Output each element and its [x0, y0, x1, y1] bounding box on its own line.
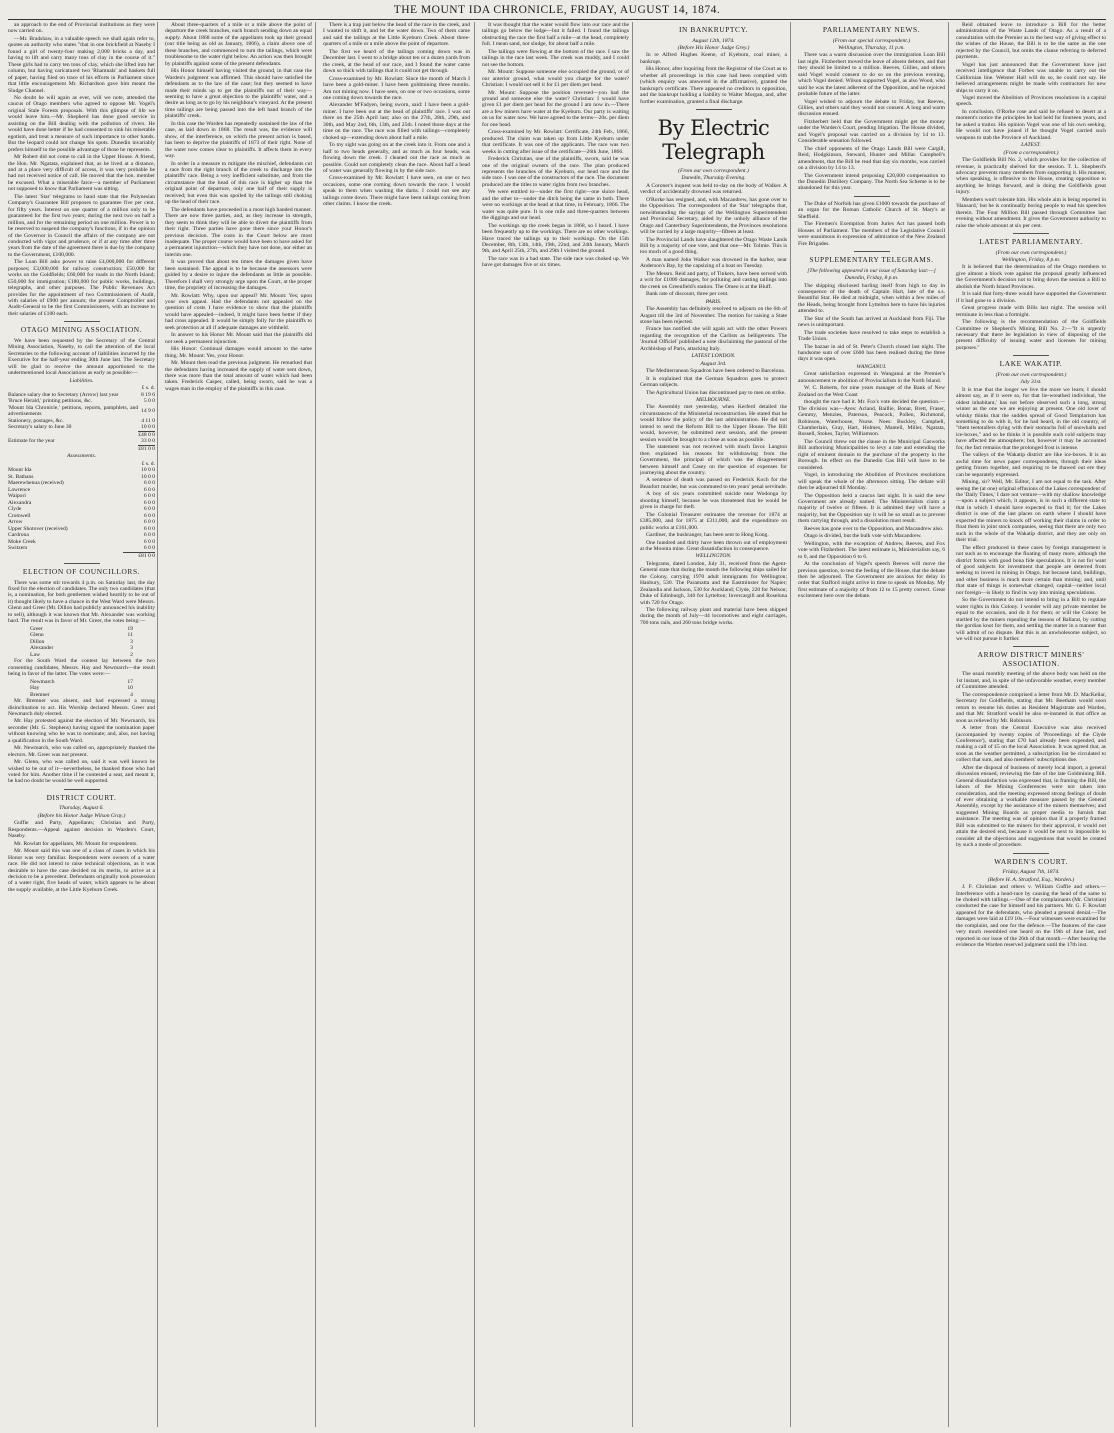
dateline: July 31st. [1020, 379, 1042, 386]
row-value: 6 0 0 [143, 499, 155, 506]
column-rule [315, 22, 316, 1427]
row-value: 14 9 0 [141, 407, 155, 414]
article-paragraph: Mr. Rowlatt: Why, upon our appeal? Mr. Mount: Yes; upon your own appeal. Had the defendants not appealed on the question of costs I have evidence to show that the plaintiffs would have appealed—indeed, it might have been better if they had cross appealed. It would be simply folly for the plaintiffs to seek protection at all if adequate damages are withheld. [165, 292, 312, 331]
article-paragraph: We have been requested by the Secretary of the Central Mining Association, Naseby, to call the attention of the local Secretaries to the following account of liabilities incurred by the Executive for the half-year ending 30th June last. The Secretary will be glad to receive the amount apportioned to the undermentioned local Associations as early as possible:— [8, 337, 155, 377]
vote-count: 3 [130, 645, 133, 652]
article-paragraph: an approach to the end of Provincial institutions as they were now carried on. [8, 22, 155, 35]
row-value: 6 0 0 [143, 538, 155, 545]
article-paragraph: The statement was not received with much favor. Langton then explained his reasons for withdrawing from the Government, the principal of which was the disagreement between himself and Casey on the question of expenses for journeying about the country. [640, 444, 787, 476]
column-4 [482, 22, 629, 1429]
article-paragraph: Bank rate of discount, three per cent. [646, 291, 729, 298]
section-heading: SUPPLEMENTARY TELEGRAMS. [809, 255, 934, 265]
article-paragraph: Reeves has gone over to the Opposition, and Macandrew also. [804, 525, 944, 532]
row-value: 6 0 0 [143, 493, 155, 500]
article-paragraph: The bazaar in aid of St. Peter's Church closed last night. The handsome sum of over £600 has been realised during the three days it was open. [798, 343, 945, 363]
article-paragraph: After the disposal of business of merely local import, a general discussion ensued, reviewing the fate of the late Goldmining Bill. General dissatisfaction was expressed that, in framing the Bill, the labors of the Mining Conferences were not taken into consideration, and the meeting expressed strong feelings of doubt of ever obtaining a workable measure passed by the General Assembly, except by the assistance of the miners themselves; and suggested Mining Boards as proper media to furnish that assistance. The meeting was of opinion that if a properly framed Bill was submitted to the miners for their approval, it would not attain the desired end, because it would be next to impossible to consider all the objections and suggestions that would be created by such a mode of procedure. [956, 764, 1106, 849]
column-3 [323, 22, 470, 1429]
currency-heading: £ s. d. [141, 460, 155, 467]
row-label: Mount Ida [8, 467, 32, 474]
row-label: Balance salary due to Secretary (Arrow) last year [8, 391, 119, 398]
table-row [8, 424, 155, 431]
subheading: WANGANUI. [856, 363, 887, 370]
section-heading: LATEST PARLIAMENTARY. [979, 237, 1083, 247]
vote-count: 10 [127, 685, 133, 692]
article-paragraph: O'Rorke has resigned, and, with Macandrew, has gone over to the Opposition. The correspondent of the 'Star' telegraphs that, notwithstanding the sayings of the Wellington Superintendent and Provincial Secretary, aided by the unholy alliance of the Otago and Canterbury Superintendents, the Provinces resolutions will be carried by a large majority—fifteen at least. [640, 196, 787, 236]
article-paragraph: About three-quarters of a mile or a mile above the point of departure the creek branches, each branch sending down an equal supply. About 1868 some of the appellants took up their ground (our title being as old as January, 1866), a claim above one of these branches, and commenced to turn the tailings, which were troublesome to the water right below. An action was then brought by plaintiffs against some of the present defendants. [165, 22, 312, 67]
row-label: Upper Shotover (received) [8, 525, 68, 532]
article-paragraph: Otago is divided, but the bulk vote with Macandrew. [804, 533, 922, 540]
article-paragraph: In re Alfred Hughes Keene, of Kyeburn, coal miner, a bankrupt. [640, 52, 787, 65]
article-paragraph: A sentence of death was passed on Frederick Koch for the Beaufort murder, but was commuted to ten years' penal servitude. [640, 477, 787, 490]
article-paragraph: The Colonial Treasurer estimates the revenue for 1874 at £385,000, and for 1875 at £311,000, and the expenditure on public works at £161,000. [640, 511, 787, 531]
article-paragraph: The Agricultural Union has discontinued pay to men on strike. [646, 389, 786, 396]
row-label: St. Bathans [8, 473, 34, 480]
section-heading: OTAGO MINING ASSOCIATION. [20, 325, 143, 335]
article-paragraph: Telegrams, dated London, July 31, received from the Agent-General state that during the month the following ships sailed for the Colony, carrying 1970 adult immigrants for Wellington; Hanbury, 530. The Paramatta and the Eastminster for Napier; Zealandia and Jackson, 530 for Auckland; Clyde, 220 for Nelson; Duke of Edinburgh, 340 for Lyttelton; Invercargill and Roseluna with 720 for Otago. [640, 560, 787, 606]
article-paragraph: Mr. Mount: Suppose the position reversed—you had the ground and someone else the water? Christian: I would have given £1 per diem per head for the ground I am now in.—There are a few miners have water at the Kyeburn. Our party is waiting on us for water now. We have agreed to the terms—20s. per diem for one head. [482, 89, 629, 128]
article-paragraph: It is true that the longer we live the more we learn; I should almost say, as if it were so, for that lie-wreathed individual, 'the oldest inhabitant,' has not before observed such a long, strong winter as the one we are enjoying at present. One old lover of whisky thinks that the sudden spread of Good Templarism has something to do with it, for he had heard, in the old country, of "them teetotallers dying with their stomachs full of snowballs and ice-boxes," and so he thinks it is possible such cold subjects may have affected the atmosphere; but, however it may be accounted for, the fact remains that the prolonged frost is intense. [956, 386, 1106, 451]
row-value: 6 0 0 [143, 512, 155, 519]
article-paragraph: The Firemen's Exemption from Juries Act has passed both Houses of Parliament. The members of the Legislative Council were unanimous in expression of admiration of the New Zealand Fire Brigades. [798, 221, 945, 247]
article-paragraph: In this case the Warden has repeatedly sustained the law of the case, as laid down in 1868. The result was, the evidence will show, of the interference, on which the present action is based, has been to deprive the plaintiffs of 1873 of their right. None of the water now comes clear to plaintiffs. It affects them in every way. [165, 120, 312, 160]
candidate-name: Hay [30, 685, 40, 692]
vote-count: 19 [127, 625, 133, 632]
article-paragraph: The Mediterranean Squadron have been ordered to Barcelona. [646, 368, 786, 375]
table-heading: Assessments. [66, 453, 97, 460]
subheading: PARIS. [705, 298, 722, 305]
section-rule [64, 563, 100, 564]
article-paragraph: In conclusion, O'Rorke rose and said he refused to desert at a moment's notice the principles he had held for fourteen years, and he asked a traitor. His opinion Vogel was one of his own seeking. He would not have joined if he thought Vogel carried such weapons to stab the Province of Auckland. [956, 108, 1106, 141]
article-paragraph: His Honor, after inquiring from the Registrar of the Court as to whether all proceedings in this case had been complied with (which enquiry was answered in the affirmative), granted the bankrupt's certificate. There appeared no creditors in opposition, and the bankrupt holding a liability to Walter Morgan, and, after further examination, granted a final discharge. [640, 66, 787, 105]
table-row [8, 405, 155, 418]
row-label: Alexandra [8, 499, 32, 506]
row-value: 6 0 0 [143, 480, 155, 487]
byline: (From a correspondent.) [1003, 149, 1059, 156]
row-value: 4 11 0 [141, 417, 155, 424]
article-paragraph: We were entitled to—under the first right—one sluice head, and the other to—under the ditch being the same in both. There were no workings at the head at that time, in February, 1866. The water was quite pure. It is one mile and three-quarters between the diggings and our head. [482, 189, 629, 222]
candidate-name: Bremner [30, 691, 50, 698]
column-rule [948, 22, 949, 1427]
table-row [8, 552, 155, 559]
section-heading: LAKE WAKATIP. [999, 359, 1063, 369]
row-label: Secretary's salary to June 30 [8, 424, 72, 431]
section-rule [696, 109, 732, 110]
article-paragraph: In order in a measure to mitigate the mischief, defendants cut a race from the right branch of the creek to discharge into the plaintiffs' race. Being a very inefficient substitute, and from the circumstance that the head of this race is higher up than the original point of departure, only one half of their supply is received; but even this was spoiled by the tailings still choking up the head of their race. [165, 160, 312, 206]
article-paragraph: To my sight was going on at the creek into it. From one and a half to two heads generally, and as much as four heads, was flowing down the creek. I cleaned out the race as much as possible. Could not completely clean the race. About half a head of water was generally flowing in by the side race. [323, 142, 470, 174]
article-paragraph: The Opposition held a caucus last night. It is said the new Government are already named. The Ministerialists claim a majority of twelve or fifteen. It is admitted they will have a majority, but the Opposition say it will be so small as to prevent them carrying through, and a dissolution must result. [798, 492, 945, 525]
court-presiding: (Before His Honor Judge Grey.) [677, 44, 750, 51]
article-paragraph: Members won't tolerate him. His whole aim is being reported in 'Hansard,' but he is continually boring people to read his speeches therein. The Four Million Bill passed through Committee last evening without amendment. It gives the Government authority to raise the whole amount at six per cent. [956, 196, 1106, 229]
subheading: LATEST LONDON. [691, 353, 736, 360]
dateline: Dunedin, Thursday Evening. [681, 175, 746, 182]
article-paragraph: The Duke of Norfolk has given £1000 towards the purchase of an organ for the Roman Catholic Church of St. Mary's at Sheffield. [798, 200, 945, 220]
row-label: Switzers [8, 545, 28, 552]
candidate-name: Newmarch [30, 678, 55, 685]
section-rule [64, 789, 100, 790]
article-paragraph: Cross-examined by Mr. Rowlatt: Certificate, 24th Feb., 1866, produced. The claim was taken up from Little Kyeburn under that certificate. It was one of the applicants. The race was two weeks in cutting after issue of the certificate—26th June, 1866. [482, 129, 629, 155]
article-paragraph: The Assembly met yesterday, when Kerferd detailed the circumstances of the Ministerial reconstruction. He stated that he would follow the policy of the last administration. He did not intend to send the Reform Bill to the Upper House. The Bill would, however, be submitted next session, and the present session would be brought to a close as soon as possible. [640, 404, 787, 443]
article-paragraph: J. F. Christian and others v. William Guffie and others.—Interference with a head-race by causing the head of the same to be choked with tailings.—One of the complainants (Mr. Christian) conducted the case for himself and his partners. Mr. G. F. Rowlatt appeared for the defendants, who pleaded a general denial.—The damages were laid at £19 10s.—Four witnesses were examined for the complaint, and one for the defence.—The features of the case very much resembled one heard on the 19th of June last, and reported in our issue of the 26th of that month.—After hearing the evidence the Warden reserved judgment until the 17th inst. [956, 884, 1106, 949]
candidate-name: Glenn [30, 632, 44, 639]
article-paragraph: Reid obtained leave to introduce a Bill for the better administration of the Waste Lands of Otago. As a result of a consultation with the Premier as to the best way of giving effect to the wishes of the House, the Bill is to be the same as the one rejected by the Council, but omits the clause referring to deferred payments. [956, 22, 1106, 61]
section-heading: IN BANKRUPTCY. [678, 25, 749, 34]
article-paragraph: There is a trap just below the head of the race in the creek, and I wanted to shift it, and let the water down. Two of them came and said the tailings at the Little Kyeburn Creek. About three-quarters of a mile or a mile above the point of departure. [323, 22, 470, 48]
row-value: 6 0 0 [143, 532, 155, 539]
row-value: 33 0 0 [141, 438, 155, 445]
row-value: 10 0 0 [141, 424, 155, 431]
vote-count: 4 [130, 691, 133, 698]
article-paragraph: The Loan Bill asks power to raise £4,000,000 for different purposes; £3,000,000 for railway construction; £50,000 for works on the Goldfields; £60,000 for roads in the North Island; £50,000 for immigration; £180,000 for public works, buildings, telegraphs, and other purposes. The Public Revenues Act provides for the appointment of two Commissioners of Audit, with salaries of £900 per annum; the present Comptroller and Audit-General to be the first Commissioners, with an increase to their salaries of £100 each. [8, 259, 155, 317]
article-paragraph: Mr. Hay protested against the election of Mr. Newmarch, his seconder (Mr. G. Stephens) having signed the nomination paper without knowing who he was to nominate; and, also, not having a qualification in the South Ward. [8, 718, 155, 744]
row-label: Moke Creek [8, 538, 36, 545]
article-paragraph: Cross-examined by Mr. Rowlatt: I have seen, on one or two occasions, some one coming down towards the race. I would speak to them when washing the dams. I could not see any tailings come down. There might have been tailings coming from other claims. I know the creek. [323, 175, 470, 208]
dateline: Dunedin, Friday, 8 p.m. [844, 275, 899, 282]
table-row [8, 438, 155, 445]
row-label: Stationery, postages, &c. [8, 417, 64, 424]
byline: (From our own correspondent.) [678, 168, 749, 175]
article-paragraph: Vogel moved the Abolition of Provinces resolutions in a capital speech. [956, 94, 1106, 108]
table-row [8, 545, 155, 552]
article-paragraph: His Honor: Continual damages would amount to the same thing. Mr. Mount: Yes, your Honor. [165, 346, 312, 359]
row-value: 8 19 6 [141, 391, 155, 398]
article-paragraph: There was some stir towards 4 p.m. on Saturday last, the day fixed for the election of candidates. The only two candidates (that is, a nomination, for both gentlemen wished heartily to be out of it) thought likely to have a chance in the West Ward were Messrs. Glenn and Greer (Mr. Dillon had publicly announced his inability to sell), although it was known that Mr. Alexander was working hard. The result was in favor of Mr. Greer, the votes being:— [8, 579, 155, 625]
article-paragraph: Mr. Mount: Suppose someone else occupied the ground, or of our anterior ground, what would you charge for the water? Christian: I would not sell it for £1 per diem per head. [482, 69, 629, 89]
candidate-name: Alexander [30, 645, 54, 652]
article-paragraph: The Council threw out the clause in the Municipal Gasworks Bill authorising Municipalities to levy a rate and extending the right of eminent domain to the purchase of the property in the Borough. Its effect on the Dunedin Gas Bill will have to be considered. [798, 438, 945, 471]
column-6 [798, 22, 945, 1429]
article-paragraph: The defendants have proceeded in a most high handed manner. There are now three parties, and, as they increase in strength, they seem to think they will be able to divert the plaintiffs from their right. Three parties have gone there since your Honor's previous decision. The costs in the Court below are most inadequate. The proper course would have been to have asked for a permanent injunction—which they have not done, nor either an interim one. [165, 206, 312, 258]
section-heading: ARROW DISTRICT MINERS' ASSOCIATION. [977, 650, 1085, 668]
dateline: August 3rd. [700, 360, 727, 367]
assessments-table [8, 461, 155, 560]
court-presiding: (Before H. A. Stratford, Esq., Warden.) [987, 876, 1075, 883]
row-value: 6 0 0 [143, 506, 155, 513]
article-paragraph: thought the race had it. Mr. Fox's vote decided the question.—The division was—Ayes: Acland, Baillie, Bonar, Brett, Fraser, Gemmy, Menzies, Paterson, Peacock, Pollen, Richmond, Robinson, Waterhouse, Nurse. Noes: Buckley, Campbell, Chamberlain, Gray, Hart, Holmes, Mantell, Miller, Ngatata, Russell, Stokes, Taylor, Williamson. [798, 399, 945, 438]
article-paragraph: The usual monthly meeting of the above body was held on the 1st instant, and, in spite of the unfavorable weather, every member of Committee attended. [956, 671, 1106, 691]
article-paragraph: —Mr. Bradshaw, in a valuable speech we shall again refer to, quotes an authority who states "that in one brickfield at Naseby I found a girl of twenty-four making 2,000 bricks a day, and having to lift and carry many tons of clay in the course of it." These girls had to carry ten tons of clay, which she lifted into her column, but having caricatured two 'Rhamnals' and baskets full of paper, having filed on trace of his efforts in Parliament since that little encouragement Mr. Richardson gave him meant the Sludge Channel. [8, 35, 155, 94]
south-ward-votes [30, 679, 133, 699]
masthead: THE MOUNT IDA CHRONICLE, FRIDAY, AUGUST 14, 1874. [393, 4, 721, 16]
article-paragraph: A Coroner's inquest was held to-day on the body of Walker. A verdict of accidentally drowned was returned. [640, 182, 787, 196]
article-paragraph: Frederick Christian, one of the plaintiffs, sworn, said he was one of the original owners of the race. The plan produced represents the branches of the Kyeburn, our head race and the side race. I was one of the constructors of the race. The document produced are the titles to water rights from two branches. [482, 156, 629, 188]
article-paragraph: Vogel has just announced that the Government have just received intelligence that Forbes was unable to carry out the Californian line. Webster Hall will do so, he could not say. He believed arrangements might be made with contractors for new ships to carry it on. [956, 61, 1106, 94]
article-paragraph: It is explained that the German Squadron goes to protect German subjects. [640, 375, 787, 389]
dateline: Wellington, Thursday, 11 p.m. [838, 44, 905, 51]
candidate-name: Dillon [30, 638, 45, 645]
article-paragraph: The latest 'Star' telegrams to hand state that the Polynesian Company's Guarantee Bill proposes to guarantee five per cent. for fifty years. Interest on one quarter of a million only to be guaranteed for the first two years; during the next two on half a million, and for the remaining period on one million. Power is to be reserved to suspend the company's functions, if in the opinion of the Governor in Council the affairs of the company are not conducted with vigor and prudence, or if at any time after three years from the date of the agreement there is due by the company to the Government, £100,000. [8, 193, 155, 258]
section-rule [1013, 233, 1049, 234]
article-paragraph: The Messrs. Reid and party, of Tinkers, have been served with a writ for £1000 damages, for polluting and casting tailings into the creek on Greenfield's station. The Omeo is at the Bluff. [640, 270, 787, 290]
court-presiding: (Before his Honor Judge Wilson Gray.) [37, 812, 126, 819]
column-2 [165, 22, 312, 1429]
row-value: 5 0 0 [143, 398, 155, 405]
row-label: 'Mount Ida Chronicle,' petitions, reports, pamphlets, and advertisements [8, 404, 139, 418]
row-label: 'Bruce Herald,' printing petitions, &c. [8, 398, 93, 405]
section-rule [1013, 646, 1049, 647]
article-paragraph: The first we heard of the tailings coming down was in December last. I went to a bridge about ten or a dozen yards from the creek, at the head of our race, and I found the water came down so thick with tailings that it could not get through. [323, 48, 470, 75]
article-paragraph: Mr. Rowlatt for appellants, Mr. Mount for respondents. [14, 840, 138, 847]
row-label: Cromwell [8, 512, 31, 519]
article-paragraph: There was a warm discussion over the immigration Loan Bill last night. Fitzherbert moved the leave of absent debtors, and that they should be limited to a million. Reeves, Gillies, and others said Vogel would consent to do so on the previous evening, which Vogel denied. Wilson supported Vogel, as also Wood, who said he was the latest adherent of the Opposition, and he rejoiced probable future of the latter. [798, 52, 945, 98]
editor-note: [The following appeared in our issue of Saturday last:—] [807, 267, 936, 274]
article-paragraph: The race was in a bad state. The side race was choked up. We have got damages five or six times. [482, 255, 629, 269]
table-heading: Liabilities. [69, 377, 94, 384]
article-paragraph: Fitzherbert held that the Government might get the money under the Warden's Court, pending litigation. The House divided, and Vogel's proposal was carried on a division by 14 to 13. Considerable sensation followed. [798, 118, 945, 145]
total: £81 0 0 [138, 445, 155, 452]
candidate-name: Law [30, 651, 40, 658]
article-paragraph: The following railway plant and material have been shipped during the month of July—44 locomotives and eight carriages, 700 tons rails, and 260 tons bridge works. [640, 607, 787, 626]
article-paragraph: At the conclusion of Vogel's speech Reeves will move the previous question, to test the feeling of the House, that the debate then be adjourned. The Government are anxious for delay in order that Stafford might arrive in time to speak on Monday. My first estimate of a majority of from 12 to 15 pretty correct. Great excitement here over the debate. [798, 561, 945, 600]
article-paragraph: Guffie and Party, Appellants; Christian and Party, Respondents.—Appeal against decision in Warden's Court, Naseby. [8, 820, 155, 840]
article-paragraph: The Assembly has definitely resolved to adjourn on the 6th of August till the 3rd of November. The motion for raising a State stone has been rejected. [640, 306, 787, 325]
article-paragraph: Alexander M'Fadyen, being sworn, said: I have been a gold-miner. I have been out at the head of plaintiffs' race. I was out there on the 25th April last; also on the 27th, 28th, 29th, and 30th, and May 2nd, 6th, 13th, and 25th. I noted those days at the time on the race. The race was filled with tailings—completely choked up—extending down about half a mile. [323, 102, 470, 141]
row-label: Waipori [8, 493, 26, 500]
article-paragraph: Vogel, in introducing the Abolition of Provinces resolutions will speak the whole of the afternoon sitting. The debate will then be adjourned till Monday. [798, 472, 945, 492]
dateline: Friday, August 7th, 1874. [1002, 869, 1060, 876]
row-value: 6 0 0 [143, 545, 155, 552]
article-paragraph: It is said that forty-three would have supported the Government if it had gone to a division. [956, 291, 1106, 304]
dateline: Wellington, Friday, 8 p.m. [1001, 257, 1061, 263]
article-paragraph: It was thought that the water would flow into our race and the tailings go below the lodge—but it failed. I found the tailings obstructing the race the first half a mile—at the head, completely full. I mean sand, not sludge, for about half a mile. [482, 22, 629, 48]
row-value: 6 0 0 [143, 525, 155, 532]
column-rule [632, 22, 633, 1427]
article-paragraph: Great satisfaction expressed in Wanganui at the Premier's announcement re abolition of Provincialism in the North Island. [798, 371, 945, 384]
section-rule [1013, 853, 1049, 854]
section-rule [1013, 355, 1049, 356]
article-paragraph: The valleys of the Wakatip district are like ice-boxes. It is an awful time for news paper correspondents, through their ideas getting frozen together, and requiring to be thawed out ere they can be separately expressed. [956, 452, 1106, 478]
article-paragraph: The workings up the creek began in 1868, so I heard. I have been frequently up to the workings. There are no other workings. Have traced the tailings up to their workings. On the 15th December, 8th, 13th, 14th, 19th, 22nd, and 24th January, March 9th, and April 25th, 27th, and 29th I visited the ground. [482, 222, 629, 255]
row-label: Maerewhenua (received) [8, 480, 64, 487]
column-rule [474, 22, 475, 1427]
table-row [8, 431, 155, 438]
article-paragraph: For the South Ward the contest lay between the two consenting candidates, Messrs. Hay and Newmarch—the result being in favor of the latter. The votes were:— [8, 658, 155, 678]
west-ward-votes [30, 626, 133, 659]
article-paragraph: A man named John Walker was drowned in the harbor, near Anderson's Bay, by the capsizing of a boat on Tuesday. [640, 256, 787, 270]
article-paragraph: Cross-examined by Mr. Rowlatt: Since the month of March I have been a gold-miner. I have been goldmining three months. Am not mining now. I have seen, on one or two occasions, some one coming down towards the race. [323, 75, 470, 101]
vote-count: 3 [130, 638, 133, 645]
article-paragraph: The Government intend proposing £20,000 compensation to the Dunedin Distillery Company. The North Sea Scheme is to be abandoned for this year. [798, 172, 945, 192]
column-rule [157, 22, 158, 1427]
byline: (From our special correspondent.) [832, 37, 911, 44]
article-paragraph: The shipping disclosed hurling itself from high to day in consequence of the death of Captain Hart, late of the s.s. Beautiful Star. He died at midnight, when within a few miles of the Heads, being brought from Lyttelton here to have his injuries attended to. [798, 282, 945, 315]
byline: (From our own correspondent.) [995, 371, 1067, 378]
article-paragraph: The Goldfields Bill No. 2, which provides for the collection of revenue, is practically shelved for the session. T. L. Shepherd's advocacy prevents many members from supporting it. His manner, when speaking, is offensive to the House, creating opposition to anything he brings forward, and is doing the Goldfields great injury. [956, 157, 1106, 196]
section-heading: WARDEN'S COURT. [994, 856, 1068, 866]
section-heading: PARLIAMENTARY NEWS. [822, 25, 921, 34]
vote-count: 17 [127, 678, 133, 685]
subheading: LATEST. [1021, 142, 1041, 149]
article-paragraph: France has notified she will again act with the other Powers regarding the recognition of the Carlists as belligerents. The 'Journal Officiel' published a note disclaiming the pastoral of the Archbishop of Paris, attacking Italy. [640, 326, 787, 352]
dateline: August 12th, 1874. [692, 37, 735, 44]
row-label: Clyde [8, 506, 22, 513]
section-rule [854, 196, 890, 197]
column-rule [790, 22, 791, 1427]
article-paragraph: The following is the recommendation of the Goldfields Committee re Shepherd's Mining Bill No. 2:—"It is urgently necessary that there be legislation in view of disposing of the present difficulty of issuing water and licenses for mining purposes." [956, 319, 1106, 351]
article-paragraph: Mr. Newmarch, who was called on, appropriately thanked the electors. Mr. Greer was not present. [8, 745, 155, 758]
article-paragraph: The trade societies have resolved to take steps to establish a Trade Union. [798, 329, 945, 343]
candidate-name: Greer [30, 625, 43, 632]
article-paragraph: No doubt he will again as ever, will we note, attended the caucus of Otago members who agreed to oppose Mr. Vogel's original Stale Forests proposals. With this glimpse of life we would leave him.—Mr. Shepherd has done good service in assisting on the Bill dealing with the pollution of rivers. He would have done better if he had consented to sink his miserable egotism, and treat a measure of such importance to other hands. But the leopard could not change his spots. Dunedin invariably prefers himself to the possible advantage of those he represents. [8, 94, 155, 153]
dateline: Thursday, August 6. [59, 805, 104, 812]
article-paragraph: In answer to his Honor Mr. Mount said that the plaintiffs did not seek a permanent injunction. [165, 332, 312, 345]
row-value: 10 0 0 [141, 473, 155, 480]
section-rule [64, 321, 100, 322]
article-paragraph: W. C. Roberts, for nine years manager of the Bank of New Zealand on the West Coast [798, 385, 945, 398]
row-label: Estimate for the year [8, 438, 55, 445]
article-paragraph: It is believed that the determination of the Otago members to give almost a block vote against the proposal greatly influenced the Government's decision not to bring down the session a Bill to abolish the North Island Provinces. [956, 264, 1106, 290]
article-paragraph: Vogel wished to adjourn the debate to Friday, but Reeves, Gillies, and others said they would not consent. A long and warm discussion ensued. [798, 98, 945, 118]
article-paragraph: Gardiner, the bushranger, has been sent to Hong Kong. [646, 532, 769, 539]
total: £81 0 0 [123, 552, 155, 559]
table-row [8, 445, 155, 452]
article-paragraph: The chief opponents of the Otago Lands Bill were Cargill, Reid, Hodgkinson, Steward, Hunter and Millar. Campbell's amendment, that the Bill be read that day six months, was carried on a division by 14 to 13. [798, 145, 945, 172]
byline: (From our own correspondent.) [995, 249, 1067, 256]
row-label: Lawrence [8, 486, 31, 493]
subtotal: £48 0 0 [138, 431, 155, 438]
article-paragraph: One hundred and thirty have been thrown out of employment at the Moonta mine. Great dissatisfaction in consequence. [640, 539, 787, 552]
article-paragraph: Mining, sir? Well, Mr. Editor, I am not equal to the task. After seeing the (at one) original effusions of the Lakes correspondent of the 'Daily Times,' I dare not venture—with my shallow knowledge—upon a subject which, it appears, is in such a different state to that in which I should have expected to find it; for the Lakes district is one of the last places on earth where I should have expected the miners to knock off working their claims in order to float them in joint stock companies, seeing that there are only two such in the whole of the Wakatip district, and they are only on their trial. [956, 479, 1106, 544]
article-paragraph: Mr. Bremner was absent, and had expressed a strong disinclination to act. His Worship declared Messrs. Greer and Newmarch duly elected. [8, 698, 155, 717]
article-paragraph: Great progress made with Bills last night. The session will terminate in less than a fortnight. [956, 305, 1106, 318]
currency-heading: £ s. d. [141, 385, 155, 392]
article-paragraph: A letter from the Central Executive was also received (accompanied by twenty copies of 'Proceedings of the Clyde Conference'), stating that £70 had already been expended, and making a call of £5 on the local Association. It was agreed that, as soon as the weather permitted, a subscription list be circulated to collect that sum, and also members' subscriptions due. [956, 725, 1106, 764]
row-label: Arrow [8, 519, 23, 526]
article-paragraph: Mr. Glenn, who was called on, said it was well known he wished to be out of it—nevertheless, he thanked those who had voted for him. Another time if he contested a seat, and meant it, he had no doubt he would be well supported. [8, 759, 155, 785]
article-paragraph: His Honor himself having visited the ground, in that case the Warden's judgment was affirmed. This should have satisfied the defendants as to the law of the case; but they seemed to have made their minds up to get the plaintiffs out of their way—seeming to have a great objection to the plaintiffs' water, and a desire as long as to go by his neighbour's vineyard. At the present time tailings are being passed into the left hand branch of the plaintiffs' creek. [165, 68, 312, 120]
row-value: 6 0 0 [143, 486, 155, 493]
column-1 [8, 22, 155, 1429]
vote-count: 2 [130, 651, 133, 658]
section-rule [854, 251, 890, 252]
article-paragraph: So the Government do not intend to bring in a Bill to regulate water rights in this Colony. I wonder will any private member be equal to the occasion, and do it for them; or will the Colony be startled by the miners repealing the lessons of Ballarat, by cutting the gordian knot for them, and settling the matter in a manner that will admit of no dispute. But this is an unwholesome subject, so we will not pursue it further. [956, 597, 1106, 642]
row-value: 10 0 0 [141, 467, 155, 474]
subheading: MELBOURNE. [696, 396, 731, 403]
subheading: WELLINGTON. [695, 553, 732, 560]
article-paragraph: A boy of six years committed suicide near Wodonga by shooting himself, because he was threatened that he would be given in charge for theft. [640, 491, 787, 511]
article-paragraph: The tailings were flowing at the bottom of the race. I saw the tailings in the race last week. The creek was muddy, and I could not see the bottom. [482, 48, 629, 68]
article-paragraph: The Provincial Lands have slaughtered the Otago Waste Lands Bill by a majority of one vote, and that one—Mr. Tolmie. This is too much of a good thing. [640, 236, 787, 256]
row-label: Cardrona [8, 532, 29, 539]
article-paragraph: The effect produced in these cases by foreign management is not such as to encourage the floating of many more, although the district forms with good bona fide speculations. It is not for want of good subjects for investment that people are deterred from seeking to invest in mining in Otago, but because land, buildings, and other business is much more certain than mining; and, until that state of things is somewhat changed, capital—neither local nor foreign—is likely to find its way into mining speculations. [956, 544, 1106, 596]
telegraph-heading: By Electric Telegraph [657, 116, 770, 165]
column-5 [640, 22, 787, 1429]
article-paragraph: It was proved that about ten times the damages given have been sustained. The appeal is to be because the assessors were guided by a desire to injure the defendants as little as possible. Therefore I shall very strongly urge upon the Court, at the proper time, the propriety of increasing the damages. [165, 259, 312, 292]
liabilities-table [8, 385, 155, 452]
section-heading: ELECTION OF COUNCILLORS. [22, 567, 141, 577]
column-7 [956, 22, 1106, 1429]
masthead-rule [8, 19, 1106, 20]
article-paragraph: The Star of the South has arrived at Auckland from Fiji. The news is unimportant. [798, 315, 945, 329]
vote-count: 11 [127, 632, 133, 639]
article-paragraph: Mr Robert did not come to call in the Upper House. A friend, the Hon. Mr. Ngatata, explained that, as he lived at a distance, and at a place very difficult of access, it was very probable he had not received notice of call. He moved that the hon. member be excused. What a miserable farce—a member of Parliament not supposed to know that Parliament was sitting. [8, 154, 155, 193]
article-paragraph: Wellington, with the exception of Andrew, Reeves, and Fox vote with Fitzherbert. The latest estimate is, Ministerialists say, 6 to 0, and the Opposition 6 to 6. [798, 540, 945, 560]
article-paragraph: Mr. Mount said this was one of a class of cases in which his Honor was very familiar. Respondents were owners of a water race. He did not intend to raise technical objections, as it was desirable to have the case decided on its merits, to arrive at a decision to be a precedent. Defendants originally took possession of a water right, five heads of water, which appears to be about the supply available, at the Little Kyeburn Creek. [8, 848, 155, 893]
article-paragraph: Mr. Mount then read the previous judgment. He remarked that the defendants having increased the supply of water sent down, there was more than the total amount of water which had been taken. Frederick Casper, called, being sworn, said he was a wages man in the employ of the plaintiffs in this case. [165, 360, 312, 392]
article-paragraph: The correspondence comprised a letter from Mr. D. MacKellar, Secretary for Goldfields, stating that Mr. Beetham would soon return to resume his duties as Resident Magistrate and Warden, and that Mr. Stratford would be also re-instated in that office as soon as relieved by Mr. Robinson. [956, 691, 1106, 724]
row-value: 6 0 0 [143, 519, 155, 526]
section-heading: DISTRICT COURT. [46, 792, 117, 802]
